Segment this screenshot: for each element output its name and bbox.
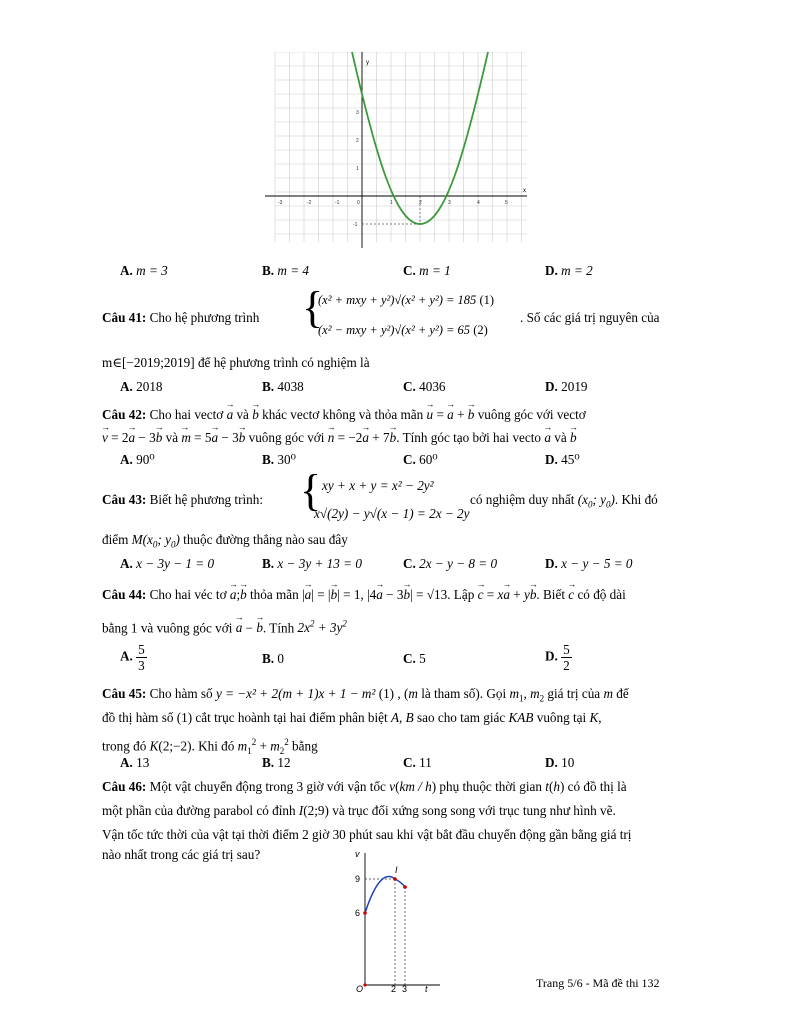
q46-line4: nào nhất trong các giá trị sau? [102,847,261,862]
axis-x-label: x [523,188,526,194]
q43-answer-c[interactable]: C. 2x − y − 8 = 0 [403,556,498,571]
q40-answer-b[interactable]: B. m = 4 [262,263,310,278]
tick-x: 3 [448,200,451,206]
q42-answer-b[interactable]: B. 30⁰ [262,452,296,467]
tick-y: 1 [356,166,359,172]
tick-x: -3 [278,200,283,206]
q41-eq2: (x² − mxy + y²)√(x² + y²) = 65 (2) [318,323,488,337]
q41-answer-b[interactable]: B. 4038 [262,379,304,394]
tick-x: 2 [419,200,422,206]
tick-x: 0 [357,200,360,206]
y6-label: 6 [355,908,361,918]
q44-answer-d[interactable]: D. $\frac{5}{2}$ [545,642,570,673]
q40-answer-d[interactable]: D. m = 2 [545,263,593,278]
y9-label: 9 [355,874,361,884]
t-label: t [425,984,428,994]
axis-y-label: y [366,60,369,66]
q42-line2: → v = 2→ a − 3→ b và → m = 5→ a − 3→ b vuông góc với → n = −2→ a + 7→ b. Tính góc tạo bởi hai vecto → a và → b [102,428,698,448]
vertex-label: I [395,865,398,875]
q44-answer-b[interactable]: B. 0 [262,651,284,666]
q41-answer-d[interactable]: D. 2019 [545,379,588,394]
q45-answer-d[interactable]: D. 10 [545,755,575,770]
origin-label: O [356,984,364,994]
q43-brace: { [300,466,322,515]
q43-answer-b[interactable]: B. x − 3y + 13 = 0 [262,556,362,571]
q44-line1: Câu 44: Cho hai véc tơ → a;→ b thỏa mãn |→ a| = |→ b| = 1, |4→ a − 3→ b| = √13. Lập → c = x→ a + y→ b. Biết → c có độ dài [102,585,698,605]
q41-after: . Số các giá trị nguyên của [520,310,660,325]
q45-line3: trong đó K(2;−2). Khi đó $m_1^2 + m_2^2$ bằng [102,737,318,757]
q42-answer-d[interactable]: D. 45⁰ [545,452,580,467]
q41-answer-c[interactable]: C. 4036 [403,379,446,394]
q40-answer-c[interactable]: C. m = 1 [403,263,451,278]
q45-answer-a[interactable]: A. 13 [120,755,150,770]
q44-line2: bằng 1 và vuông góc với → a − → b. Tính $2x^2 + 3y^2$ [102,614,698,638]
q41-eq1: (x² + mxy + y²)√(x² + y²) = 185 (1) [318,293,495,307]
q41-line1: Câu 41: Cho hệ phương trình [102,310,260,325]
tick-x: 4 [477,200,480,206]
tick-y: -1 [353,222,358,228]
q46-line2: một phần của đường parabol có đỉnh I(2;9) và trục đối xứng song song với trục tung như hình vẽ. [102,803,616,818]
velocity-curve [365,877,405,913]
q42-answer-a[interactable]: A. 90⁰ [120,452,155,467]
q43-line1: Câu 43: Biết hệ phương trình: [102,492,264,507]
tick-y: 2 [356,138,359,144]
q43-eq1: xy + x + y = x² − 2y² [322,478,434,493]
tick-x: -2 [307,200,312,206]
v-label: v [355,849,360,859]
page-footer: Trang 5/6 - Mã đề thi 132 [536,976,660,990]
q46-line1: Câu 46: Một vật chuyển động trong 3 giờ với vận tốc v(km / h) phụ thuộc thời gian t(h) có đồ thị là [102,779,627,794]
tick-x: -1 [335,200,340,206]
q45-line2: đồ thị hàm số (1) cắt trục hoành tại hai điểm phân biệt A, B sao cho tam giác KAB vuông tại K, [102,710,602,725]
q44-answer-a[interactable]: A. $\frac{5}{3}$ [120,642,145,673]
q43-eq2: x√(2y) − y√(x − 1) = 2x − 2y [314,506,470,521]
q41-answer-a[interactable]: A. 2018 [120,379,163,394]
q41-brace: { [302,283,324,332]
tick-x: 1 [390,200,393,206]
q45-line1: Câu 45: Cho hàm số y = −x² + 2(m + 1)x + 1 − m² (1) , (m là tham số). Gọi $m_1$, $m_2$ giá trị của m để [102,686,629,704]
q43-answer-a[interactable]: A. x − 3y − 1 = 0 [120,556,215,571]
velocity-graph [335,845,445,995]
x3-label: 3 [402,984,408,994]
q45-answer-c[interactable]: C. 11 [403,755,432,770]
parabola-graph [265,52,535,248]
q42-line1: Câu 42: Cho hai vectơ → a và → b khác vectơ không và thỏa mãn → u = → a + → b vuông góc với vectơ [102,405,698,425]
q40-answer-a[interactable]: A. m = 3 [120,263,168,278]
x2-label: 2 [391,984,397,994]
q41-line2: m∈[−2019;2019] để hệ phương trình có nghiệm là [102,355,370,370]
q43-after: có nghiệm duy nhất ($x_0$; $y_0$). Khi đó [470,492,658,510]
q42-answer-c[interactable]: C. 60⁰ [403,452,438,467]
q45-answer-b[interactable]: B. 12 [262,755,291,770]
q44-answer-c[interactable]: C. 5 [403,651,426,666]
tick-y: 3 [356,110,359,116]
tick-x: 5 [505,200,508,206]
q46-line3: Vận tốc tức thời của vật tại thời điểm 2 giờ 30 phút sau khi vật bắt đầu chuyển động gần bằng giá trị [102,827,632,842]
q43-answer-d[interactable]: D. x − y − 5 = 0 [545,556,633,571]
q43-line2: điểm $M(x_0$; $y_0$) thuộc đường thẳng nào sau đây [102,532,348,550]
